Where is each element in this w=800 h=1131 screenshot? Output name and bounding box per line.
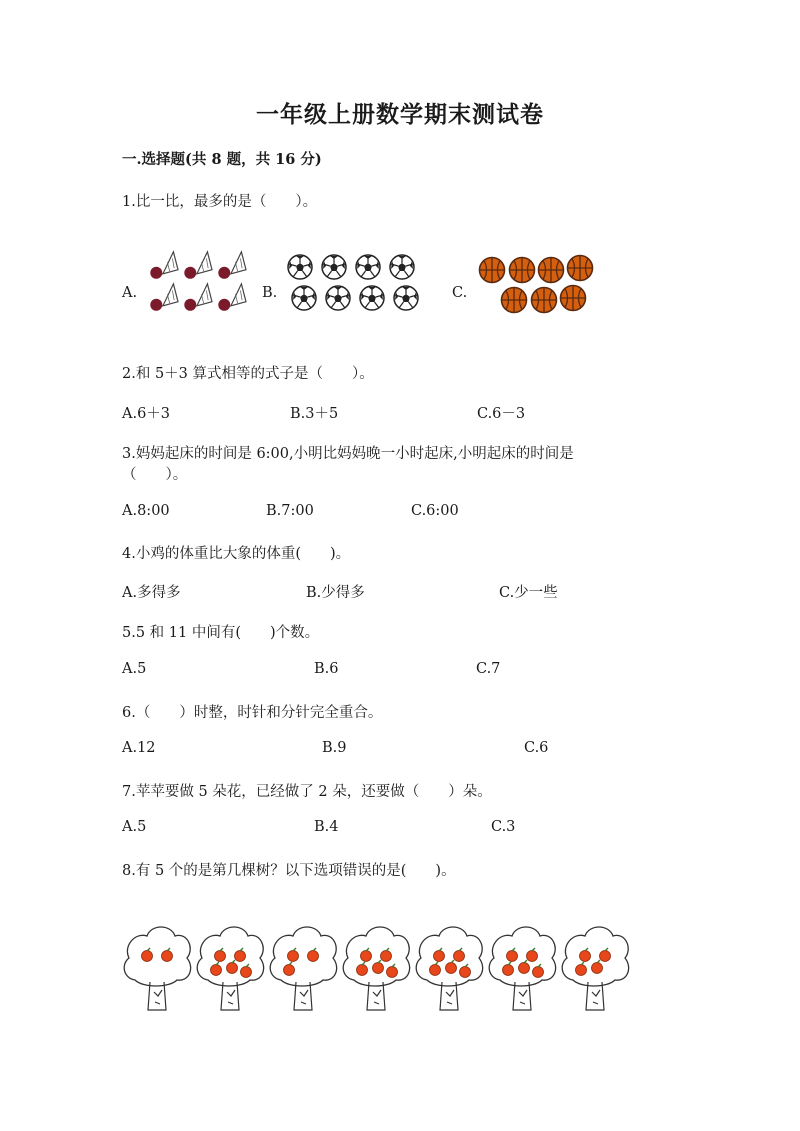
apple-tree-icon: [197, 927, 263, 1010]
apple-icon: [600, 951, 611, 962]
soccer-ball-icon: [292, 286, 316, 310]
apple-icon: [235, 951, 246, 962]
soccer-ball-icon: [390, 255, 414, 279]
apple-icon: [357, 965, 368, 976]
q2-option-b: B.3＋5: [290, 406, 339, 422]
apple-icon: [430, 965, 441, 976]
q1-option-c-label: C.: [452, 285, 468, 301]
shuttlecock-icon: [216, 247, 253, 287]
q5-option-c: C.7: [476, 661, 501, 677]
apple-icon: [592, 963, 603, 974]
question-2: 2.和 5＋3 算式相等的式子是（ ）。: [122, 366, 374, 382]
apple-icon: [308, 951, 319, 962]
q4-option-b: B.少得多: [306, 585, 365, 601]
question-4: 4.小鸡的体重比大象的体重( )。: [122, 546, 351, 562]
q1-option-a-label: A.: [122, 285, 138, 301]
apple-icon: [381, 951, 392, 962]
section-heading: 一.选择题(共 8 题，共 16 分): [122, 151, 322, 168]
shuttlecock-icon: [148, 247, 185, 287]
soccer-ball-icon: [322, 255, 346, 279]
apple-icon: [162, 951, 173, 962]
shuttlecock-icon: [182, 279, 219, 319]
apple-icon: [227, 963, 238, 974]
basketball-icon: [502, 288, 527, 313]
q2-option-c: C.6－3: [477, 406, 526, 422]
q6-option-c: C.6: [524, 740, 549, 756]
basketball-group-image: [476, 252, 596, 317]
apple-icon: [519, 963, 530, 974]
page-title: 一年级上册数学期末测试卷: [256, 101, 544, 128]
apple-icon: [387, 967, 398, 978]
apple-icon: [460, 967, 471, 978]
basketball-icon: [568, 256, 593, 281]
apple-icon: [142, 951, 153, 962]
q7-option-c: C.3: [491, 819, 516, 835]
apple-icon: [533, 967, 544, 978]
q4-option-c: C.少一些: [499, 585, 558, 601]
question-5: 5.5 和 11 中间有( )个数。: [122, 625, 320, 641]
basketball-icon: [532, 288, 557, 313]
question-1: 1.比一比，最多的是（ ）。: [122, 194, 318, 210]
question-6: 6.（ ）时整，时针和分针完全重合。: [122, 705, 383, 721]
soccer-ball-icon: [288, 255, 312, 279]
apple-tree-icon: [562, 927, 628, 1010]
apple-icon: [241, 967, 252, 978]
apple-tree-icon: [489, 927, 555, 1010]
question-3: 3.妈妈起床的时间是 6:00,小明比妈妈晚一小时起床,小明起床的时间是: [122, 446, 574, 462]
apple-tree-icon: [416, 927, 482, 1010]
shuttlecock-icon: [148, 279, 185, 319]
q7-option-a: A.5: [122, 819, 147, 835]
apple-icon: [576, 965, 587, 976]
q6-option-a: A.12: [122, 740, 156, 756]
apple-icon: [284, 965, 295, 976]
apple-icon: [434, 951, 445, 962]
apple-tree-icon: [124, 927, 190, 1010]
question-3-continued: （ ）。: [122, 467, 188, 483]
apple-tree-icon: [270, 927, 336, 1010]
soccer-ball-icon: [394, 286, 418, 310]
q2-option-a: A.6＋3: [122, 406, 171, 422]
q3-option-a: A.8:00: [122, 503, 170, 519]
apple-tree-icon: [343, 927, 409, 1010]
apple-icon: [454, 951, 465, 962]
apple-icon: [211, 965, 222, 976]
basketball-icon: [561, 286, 586, 311]
basketball-icon: [480, 258, 505, 283]
soccer-ball-icon: [326, 286, 350, 310]
q3-option-b: B.7:00: [266, 503, 314, 519]
q5-option-b: B.6: [314, 661, 339, 677]
shuttlecock-icon: [182, 247, 219, 287]
apple-icon: [215, 951, 226, 962]
q6-option-b: B.9: [322, 740, 347, 756]
soccer-ball-group-image: [286, 252, 426, 312]
question-7: 7.苹苹要做 5 朵花，已经做了 2 朵，还要做（ ）朵。: [122, 784, 492, 800]
apple-tree-row-image: [122, 922, 642, 1022]
shuttlecock-group-image: [146, 248, 256, 318]
q7-option-b: B.4: [314, 819, 339, 835]
apple-icon: [361, 951, 372, 962]
q4-option-a: A.多得多: [122, 585, 181, 601]
apple-icon: [288, 951, 299, 962]
apple-icon: [446, 963, 457, 974]
apple-icon: [503, 965, 514, 976]
apple-icon: [580, 951, 591, 962]
apple-icon: [373, 963, 384, 974]
q3-option-c: C.6:00: [411, 503, 459, 519]
apple-icon: [527, 951, 538, 962]
q1-option-b-label: B.: [262, 285, 278, 301]
question-8: 8.有 5 个的是第几棵树？以下选项错误的是( )。: [122, 863, 456, 879]
shuttlecock-icon: [216, 279, 253, 319]
apple-icon: [507, 951, 518, 962]
soccer-ball-icon: [356, 255, 380, 279]
basketball-icon: [510, 258, 535, 283]
soccer-ball-icon: [360, 286, 384, 310]
q5-option-a: A.5: [122, 661, 147, 677]
basketball-icon: [539, 258, 564, 283]
